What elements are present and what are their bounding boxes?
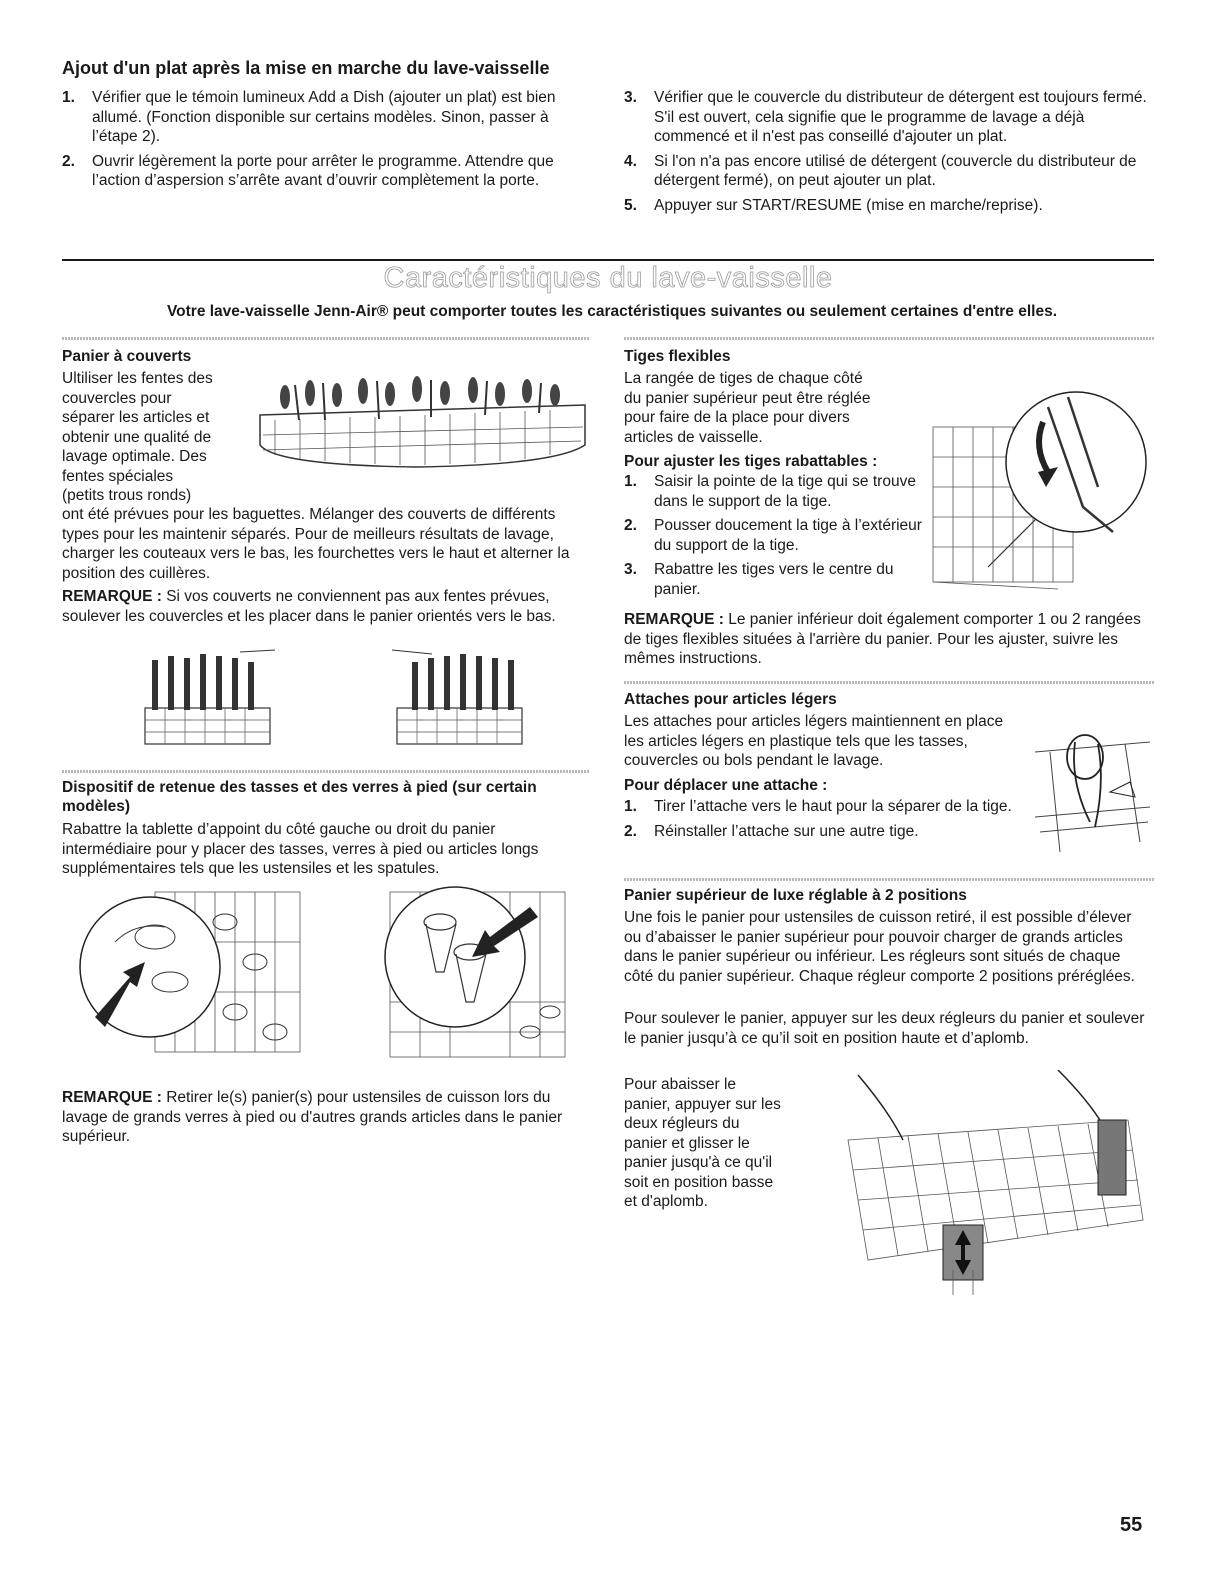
panier-note (62, 587, 582, 626)
panier-sup-text3 (624, 1075, 824, 1212)
dotted-divider (62, 770, 590, 773)
list-item: 2. Réinstaller l’attache sur une autre tige. (624, 822, 919, 840)
list-item: 4. Si l'on n'a pas encore utilisé de détergent (couvercle du distributeur de détergent fermé), on peut ajouter un plat. (624, 152, 1137, 189)
list-item: 1. Tirer l’attache vers le haut pour la séparer de la tige. (624, 798, 1012, 815)
page-number: 55 (1120, 1514, 1143, 1536)
attaches-text: Les attaches pour articles légers maintiennent en place les articles légers en plastique tels que les tasses, couvercles ou bols pendant le lavage. (624, 713, 1004, 769)
section-divider (62, 259, 1154, 261)
text-line: du panier supérieur peut être réglée (624, 389, 871, 407)
upper-rack-adjuster-illustration (828, 1070, 1155, 1295)
text-line: (petits trous ronds) (62, 487, 192, 504)
section-heading-add-dish: Ajout d'un plat après la mise en marche du lave-vaisselle (62, 58, 550, 78)
note-text: Si vos couverts ne conviennent pas aux fentes prévues, soulever les couvercles et les placer dans le panier orientés vers le bas. (62, 588, 556, 625)
text-line: fentes spéciales (62, 467, 174, 485)
dotted-divider (624, 878, 1154, 881)
tiges-note (624, 610, 1154, 669)
list-item: 5. Appuyer sur START/RESUME (mise en marche/reprise). (624, 196, 1043, 214)
list-item: 3. Vérifier que le couvercle du distributeur de détergent est toujours fermé. S'il est ouvert, cela signifie que le programme de lavage a déjà commencé et il n'est pas conseillé d'ajouter un plat. (624, 89, 1147, 145)
dispositif-note (62, 1088, 587, 1147)
text-line: panier, appuyer sur les (624, 1095, 781, 1113)
text-line: couvercles pour (62, 389, 172, 407)
panier-narrow-text (62, 369, 262, 506)
light-item-clip-illustration (1030, 722, 1155, 862)
heading-dispositif: Dispositif de retenue des tasses et des verres à pied (sur certain modèles) (62, 779, 537, 815)
add-dish-steps-left (62, 88, 592, 196)
text-line: et d'aplomb. (624, 1193, 708, 1210)
note-label: REMARQUE : (624, 611, 724, 628)
text-line: séparer les articles et (62, 409, 210, 426)
text-line: panier et glisser le (624, 1134, 750, 1152)
heading-panier-couverts: Panier à couverts (62, 348, 192, 365)
heading-attaches: Attaches pour articles légers (624, 691, 837, 708)
panier-continuation-text: ont été prévues pour les baguettes. Mélanger des couverts de différents types pour les maintenir séparés. Pour de meilleurs résultats de lavage, charger les couteaux vers le bas, les fourchettes vers le haut et alterner la position des cuillères. (62, 506, 570, 582)
cutlery-down-illustration-left (140, 648, 280, 748)
heading-ajuster-tiges: Pour ajuster les tiges rabattables : (624, 453, 878, 470)
list-item: 1. Saisir la pointe de la tige qui se trouve dans le support de la tige. (624, 473, 916, 510)
note-label: REMARQUE : (62, 588, 162, 605)
cutlery-down-illustration-right (392, 648, 532, 748)
text-line: Pour abaisser le (624, 1076, 737, 1093)
text-line: articles de vaisselle. (624, 428, 763, 446)
text-line: La rangée de tiges de chaque côté (624, 370, 863, 387)
banner-title: Caractéristiques du lave-vaisselle (383, 262, 833, 294)
dotted-divider (62, 337, 590, 340)
note-label: REMARQUE : (62, 1089, 162, 1106)
tiges-steps (624, 472, 924, 604)
dispositif-text: Rabattre la tablette d’appoint du côté gauche ou droit du panier intermédiaire pour y placer des tasses, verres à pied ou articles longs supplémentaires tels que les ustensiles et les spatules. (62, 821, 539, 877)
attaches-steps (624, 797, 1024, 846)
text-line: pour faire de la place pour divers (624, 409, 850, 426)
dotted-divider (624, 337, 1154, 340)
text-line: soit en position basse (624, 1173, 774, 1191)
add-dish-steps-right (624, 88, 1152, 220)
cup-shelf-illustration-left (75, 882, 310, 1072)
text-line: lavage optimale. Des (62, 448, 207, 465)
flexible-tines-illustration (928, 367, 1153, 592)
cup-shelf-illustration-right (360, 882, 575, 1072)
list-item: 1. Vérifier que le témoin lumineux Add a Dish (ajouter un plat) est bien allumé. (Fonction disponible sur certains modèles. Sinon, passer à l’étape 2). (62, 89, 556, 145)
text-line: deux régleurs du (624, 1115, 740, 1132)
silverware-basket-illustration (255, 375, 590, 470)
list-item: 3. Rabattre les tiges vers le centre du panier. (624, 561, 894, 598)
dotted-divider (624, 681, 1154, 684)
text-line: obtenir une qualité de (62, 428, 212, 446)
heading-tiges-flexibles: Tiges flexibles (624, 348, 731, 365)
panier-sup-text1: Une fois le panier pour ustensiles de cuisson retiré, il est possible d’élever ou d’abaisser le panier supérieur pour pouvoir charger de grands articles dans le panier supérieur ou inférieur. Les régleurs sont situés de chaque côté du panier supérieur. Chaque régleur comporte 2 positions préréglées. (624, 909, 1135, 985)
list-item: 2. Pousser doucement la tige à l’extérieur du support de la tige. (624, 517, 922, 554)
panier-sup-text2: Pour soulever le panier, appuyer sur les deux régleurs du panier et soulever le panier jusqu’à ce qu’il soit en position haute et d’aplomb. (624, 1010, 1145, 1047)
list-item: 2. Ouvrir légèrement la porte pour arrêter le programme. Attendre que l’action d’aspersion s’arrête avant d’ouvrir complètement la porte. (62, 152, 554, 189)
note-text: Retirer le(s) panier(s) pour ustensiles de cuisson lors du lavage de grands verres à pied ou d'autres grands articles dans le panier supérieur. (62, 1089, 563, 1145)
note-text: Le panier inférieur doit également comporter 1 ou 2 rangées de tiges flexibles situées à l'arrière du panier. Pour les ajuster, suivre les mêmes instructions. (624, 611, 1141, 667)
heading-deplacer-attache: Pour déplacer une attache : (624, 777, 828, 794)
heading-panier-superieur: Panier supérieur de luxe réglable à 2 positions (624, 887, 967, 904)
tiges-text (624, 369, 944, 447)
text-line: Ultiliser les fentes des (62, 370, 213, 387)
text-line: panier jusqu'à ce qu'il (624, 1154, 773, 1171)
intro-text: Votre lave-vaisselle Jenn-Air® peut comporter toutes les caractéristiques suivantes ou seulement certaines d'entre elles. (166, 303, 1058, 320)
